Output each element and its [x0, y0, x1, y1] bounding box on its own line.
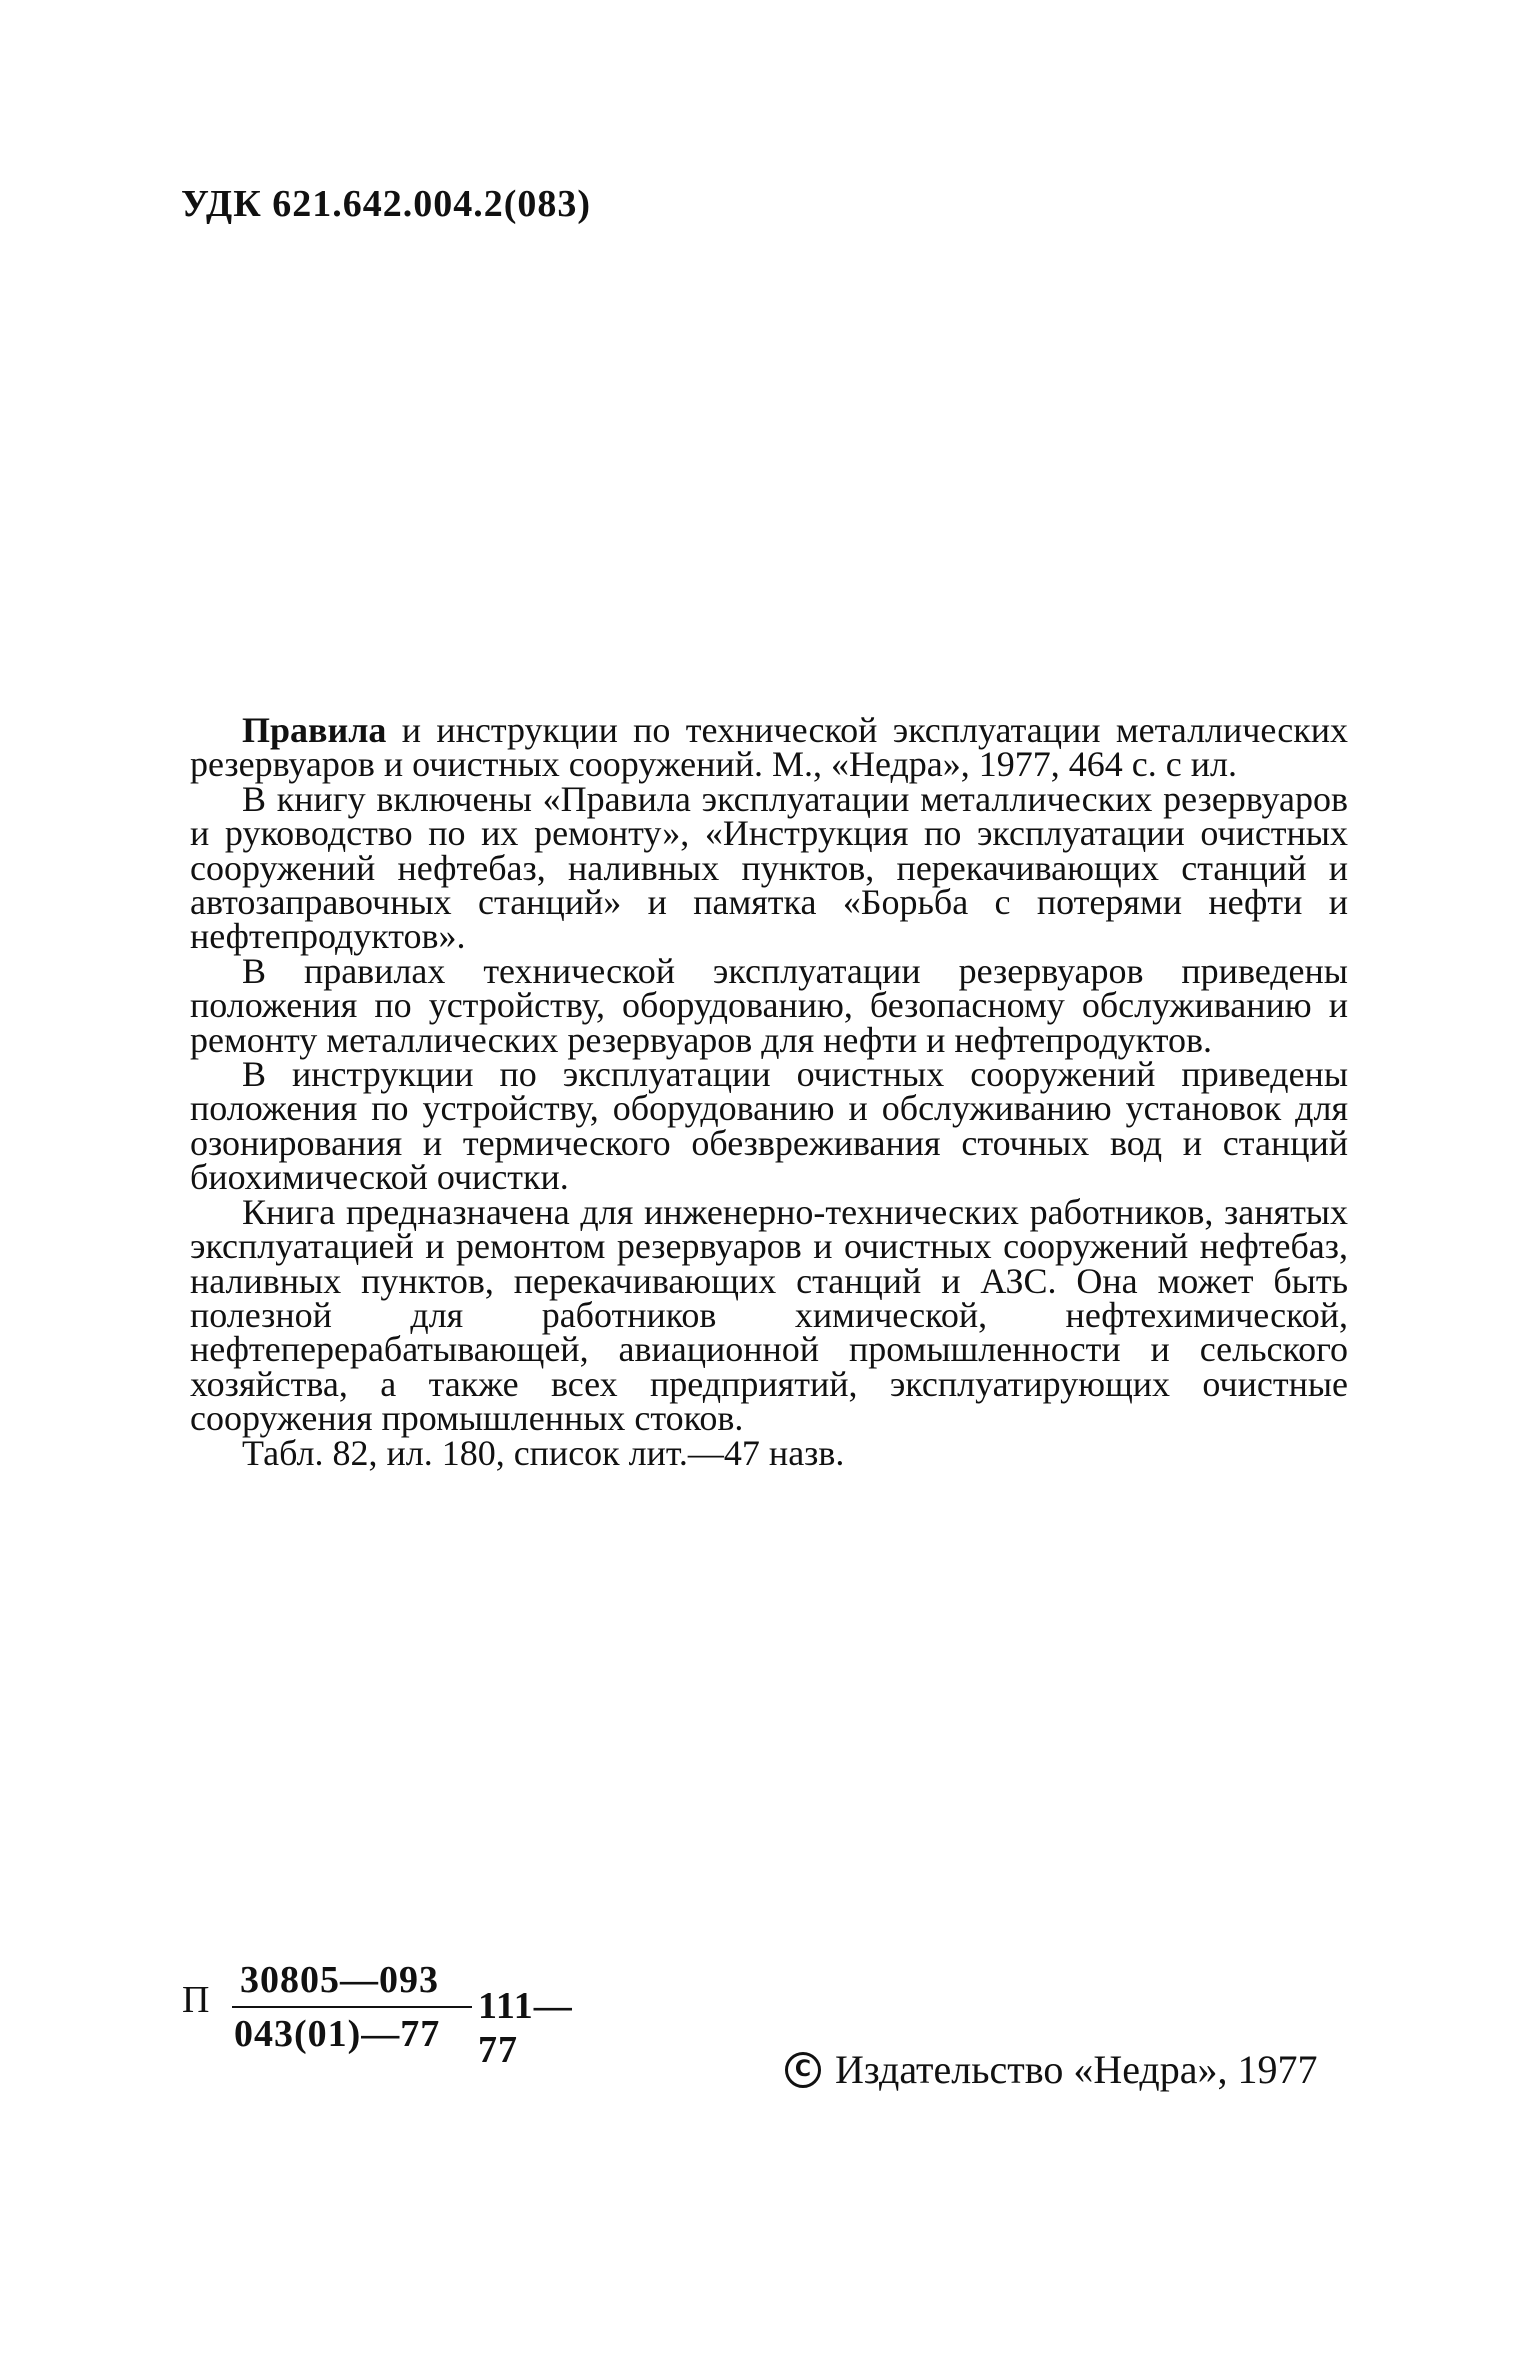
citation-text: и инструкции по технической эксплуатации металлических резервуаров и очистных сооружений. М., «Недра», 1977, 464 с. с ил.: [190, 710, 1348, 785]
citation-title-lead: Правила: [242, 710, 387, 750]
abstract-paragraph-audience: Книга предназначена для инженерно-технических работников, занятых эксплуатацией и ремонтом резервуаров и очистных сооружений нефтебаз, наливных пунктов, перекачивающих станций и АЗС. Она может быть полезной для работников химической, нефтехимической, нефтеперерабатывающей, авиационной промышленности и сельского хозяйства, а также всех предприятий, эксплуатирующих очистные сооружения промышленных стоков.: [190, 1191, 1348, 1439]
index-code-letter: П: [182, 1979, 210, 2021]
copyright-text: Издательство «Недра», 1977: [835, 2047, 1318, 2092]
index-code-numerator: 30805—093: [240, 1959, 439, 2001]
abstract-paragraph-rules: В правилах технической эксплуатации резервуаров приведены положения по устройству, оборудованию, безопасному обслуживанию и ремонту металлических резервуаров для нефти и нефтепродуктов.: [190, 950, 1348, 1060]
udk-classification: УДК 621.642.004.2(083): [181, 183, 592, 225]
copyright-line: [785, 2046, 1318, 2093]
abstract-stats: Табл. 82, ил. 180, список лит.—47 назв.: [242, 1432, 845, 1473]
abstract-paragraph-contents: В книгу включены «Правила эксплуатации металлических резервуаров и руководство по их ремонту», «Инструкция по эксплуатации очистных сооружений нефтебаз, наливных пунктов, перекачивающих станций и автозаправочных станций» и памятка «Борьба с потерями нефти и нефтепродуктов».: [190, 778, 1348, 957]
publication-index-code: [182, 1950, 602, 2071]
bibliographic-abstract: [190, 710, 1348, 1473]
citation-paragraph: [190, 710, 1348, 785]
abstract-paragraph-instructions: В инструкции по эксплуатации очистных сооружений приведены положения по устройству, оборудованию и обслуживанию установок для озонирования и термического обезвреживания сточных вод и станций биохимической очистки.: [190, 1054, 1348, 1198]
index-code-suffix: 111—77: [478, 1985, 573, 2071]
index-code-denominator: 043(01)—77: [234, 2013, 441, 2055]
copyright-icon: C: [785, 2052, 821, 2088]
index-code-fraction-rule: [232, 2006, 472, 2008]
